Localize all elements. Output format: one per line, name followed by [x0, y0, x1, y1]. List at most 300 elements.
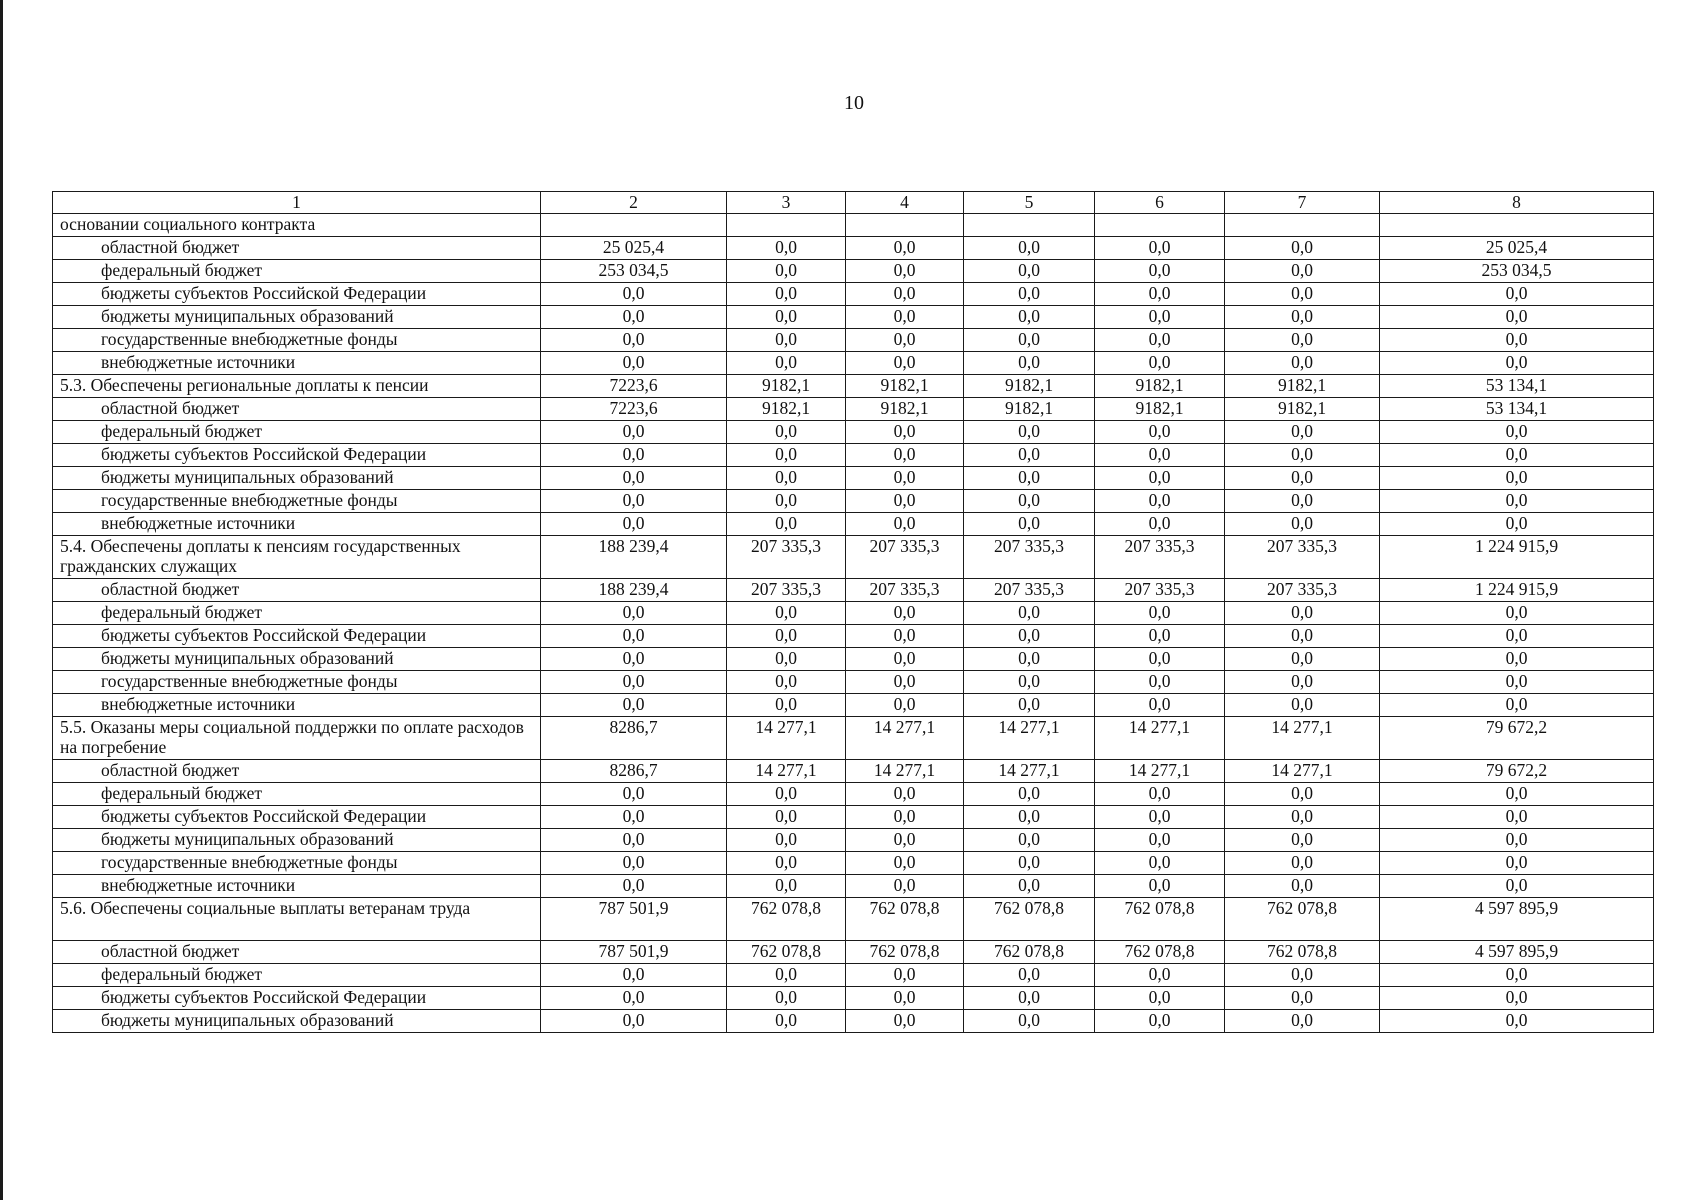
- value-cell: 762 078,8: [1225, 941, 1380, 964]
- value-cell: 0,0: [846, 283, 964, 306]
- section-label: 5.3. Обеспечены региональные доплаты к пенсии: [53, 375, 541, 398]
- value-cell: 0,0: [846, 467, 964, 490]
- budget-source-label: областной бюджет: [53, 760, 541, 783]
- value-cell: 0,0: [846, 829, 964, 852]
- budget-source-row: [53, 941, 1654, 964]
- value-cell: 0,0: [1380, 602, 1654, 625]
- budget-source-label: областной бюджет: [53, 237, 541, 260]
- value-cell: 0,0: [1380, 1010, 1654, 1033]
- value-cell: [846, 214, 964, 237]
- budget-source-label: внебюджетные источники: [53, 694, 541, 717]
- value-cell: 0,0: [1095, 852, 1225, 875]
- value-cell: 0,0: [541, 671, 727, 694]
- value-cell: 0,0: [1380, 671, 1654, 694]
- budget-source-label: областной бюджет: [53, 941, 541, 964]
- value-cell: 0,0: [964, 783, 1095, 806]
- value-cell: 9182,1: [1225, 398, 1380, 421]
- value-cell: 0,0: [727, 513, 846, 536]
- value-cell: 0,0: [964, 421, 1095, 444]
- column-number-cell: 7: [1225, 192, 1380, 214]
- value-cell: 762 078,8: [964, 898, 1095, 941]
- value-cell: 0,0: [846, 602, 964, 625]
- value-cell: 0,0: [1095, 602, 1225, 625]
- value-cell: 0,0: [1380, 467, 1654, 490]
- value-cell: 253 034,5: [1380, 260, 1654, 283]
- budget-source-label: бюджеты субъектов Российской Федерации: [53, 987, 541, 1010]
- value-cell: 14 277,1: [846, 717, 964, 760]
- value-cell: 0,0: [727, 444, 846, 467]
- value-cell: 4 597 895,9: [1380, 898, 1654, 941]
- value-cell: 0,0: [1225, 260, 1380, 283]
- value-cell: 0,0: [964, 987, 1095, 1010]
- budget-source-label: государственные внебюджетные фонды: [53, 329, 541, 352]
- value-cell: 0,0: [1225, 783, 1380, 806]
- value-cell: 0,0: [846, 987, 964, 1010]
- value-cell: 0,0: [727, 671, 846, 694]
- value-cell: 0,0: [964, 237, 1095, 260]
- value-cell: 0,0: [964, 513, 1095, 536]
- value-cell: 14 277,1: [727, 717, 846, 760]
- value-cell: 1 224 915,9: [1380, 536, 1654, 579]
- value-cell: 0,0: [846, 513, 964, 536]
- section-label: основании социального контракта: [53, 214, 541, 237]
- value-cell: 0,0: [727, 648, 846, 671]
- value-cell: 0,0: [541, 421, 727, 444]
- value-cell: 0,0: [964, 694, 1095, 717]
- budget-source-row: [53, 829, 1654, 852]
- value-cell: 0,0: [1380, 829, 1654, 852]
- budget-source-label: бюджеты субъектов Российской Федерации: [53, 283, 541, 306]
- value-cell: 207 335,3: [964, 579, 1095, 602]
- value-cell: 0,0: [964, 852, 1095, 875]
- value-cell: 0,0: [727, 1010, 846, 1033]
- value-cell: [1225, 214, 1380, 237]
- value-cell: 0,0: [1225, 329, 1380, 352]
- budget-source-row: [53, 964, 1654, 987]
- value-cell: 0,0: [846, 783, 964, 806]
- value-cell: 9182,1: [727, 398, 846, 421]
- value-cell: 0,0: [1225, 875, 1380, 898]
- value-cell: 0,0: [1225, 467, 1380, 490]
- value-cell: 0,0: [541, 964, 727, 987]
- value-cell: 0,0: [1380, 875, 1654, 898]
- value-cell: 0,0: [964, 1010, 1095, 1033]
- value-cell: 0,0: [1095, 1010, 1225, 1033]
- value-cell: 9182,1: [1095, 398, 1225, 421]
- value-cell: 0,0: [1095, 987, 1225, 1010]
- budget-source-label: областной бюджет: [53, 398, 541, 421]
- value-cell: 0,0: [1380, 987, 1654, 1010]
- budget-source-label: бюджеты муниципальных образований: [53, 467, 541, 490]
- value-cell: 0,0: [964, 490, 1095, 513]
- value-cell: 0,0: [727, 602, 846, 625]
- value-cell: 207 335,3: [846, 536, 964, 579]
- value-cell: 0,0: [541, 352, 727, 375]
- value-cell: 207 335,3: [1225, 536, 1380, 579]
- budget-source-label: федеральный бюджет: [53, 421, 541, 444]
- value-cell: 762 078,8: [727, 898, 846, 941]
- value-cell: 207 335,3: [964, 536, 1095, 579]
- value-cell: 0,0: [1095, 421, 1225, 444]
- value-cell: 0,0: [1095, 625, 1225, 648]
- value-cell: 207 335,3: [1225, 579, 1380, 602]
- value-cell: 0,0: [1095, 964, 1225, 987]
- value-cell: 0,0: [727, 237, 846, 260]
- value-cell: 0,0: [1225, 237, 1380, 260]
- value-cell: 0,0: [727, 467, 846, 490]
- value-cell: 7223,6: [541, 375, 727, 398]
- value-cell: 0,0: [1380, 421, 1654, 444]
- section-row: [53, 375, 1654, 398]
- value-cell: 0,0: [846, 490, 964, 513]
- budget-source-row: [53, 987, 1654, 1010]
- value-cell: 0,0: [1380, 352, 1654, 375]
- budget-source-label: государственные внебюджетные фонды: [53, 490, 541, 513]
- value-cell: 0,0: [846, 306, 964, 329]
- value-cell: 0,0: [1095, 283, 1225, 306]
- column-number-cell: 3: [727, 192, 846, 214]
- value-cell: 0,0: [1225, 852, 1380, 875]
- value-cell: 4 597 895,9: [1380, 941, 1654, 964]
- budget-source-label: федеральный бюджет: [53, 602, 541, 625]
- value-cell: 0,0: [846, 648, 964, 671]
- value-cell: 207 335,3: [727, 536, 846, 579]
- budget-source-label: бюджеты субъектов Российской Федерации: [53, 444, 541, 467]
- column-number-cell: 5: [964, 192, 1095, 214]
- value-cell: 207 335,3: [846, 579, 964, 602]
- value-cell: 0,0: [846, 694, 964, 717]
- budget-source-row: [53, 237, 1654, 260]
- column-number-cell: 2: [541, 192, 727, 214]
- value-cell: 0,0: [1095, 467, 1225, 490]
- value-cell: 0,0: [1380, 806, 1654, 829]
- value-cell: 0,0: [1095, 829, 1225, 852]
- budget-source-row: [53, 602, 1654, 625]
- value-cell: 0,0: [541, 329, 727, 352]
- value-cell: 0,0: [846, 421, 964, 444]
- value-cell: 14 277,1: [964, 760, 1095, 783]
- value-cell: [1380, 214, 1654, 237]
- value-cell: 0,0: [1380, 329, 1654, 352]
- budget-source-label: внебюджетные источники: [53, 875, 541, 898]
- budget-source-row: [53, 352, 1654, 375]
- budget-source-label: федеральный бюджет: [53, 783, 541, 806]
- value-cell: 14 277,1: [846, 760, 964, 783]
- value-cell: 0,0: [846, 875, 964, 898]
- value-cell: 0,0: [727, 421, 846, 444]
- value-cell: 762 078,8: [1095, 898, 1225, 941]
- value-cell: 7223,6: [541, 398, 727, 421]
- value-cell: [727, 214, 846, 237]
- value-cell: 0,0: [1225, 1010, 1380, 1033]
- value-cell: 0,0: [964, 829, 1095, 852]
- value-cell: 0,0: [727, 964, 846, 987]
- budget-source-row: [53, 648, 1654, 671]
- value-cell: 0,0: [727, 875, 846, 898]
- value-cell: 0,0: [541, 444, 727, 467]
- value-cell: 0,0: [1225, 444, 1380, 467]
- value-cell: 0,0: [1095, 444, 1225, 467]
- value-cell: 207 335,3: [727, 579, 846, 602]
- value-cell: 0,0: [1095, 306, 1225, 329]
- value-cell: 0,0: [727, 283, 846, 306]
- budget-table: [52, 191, 1654, 1033]
- value-cell: 207 335,3: [1095, 579, 1225, 602]
- value-cell: 9182,1: [846, 398, 964, 421]
- value-cell: 207 335,3: [1095, 536, 1225, 579]
- value-cell: 0,0: [1380, 625, 1654, 648]
- budget-source-row: [53, 875, 1654, 898]
- value-cell: 0,0: [1380, 513, 1654, 536]
- value-cell: 9182,1: [1095, 375, 1225, 398]
- value-cell: 762 078,8: [846, 941, 964, 964]
- value-cell: 0,0: [541, 625, 727, 648]
- value-cell: 0,0: [1225, 421, 1380, 444]
- value-cell: 0,0: [964, 329, 1095, 352]
- budget-source-label: федеральный бюджет: [53, 260, 541, 283]
- value-cell: 0,0: [1380, 783, 1654, 806]
- value-cell: 0,0: [541, 283, 727, 306]
- value-cell: 762 078,8: [964, 941, 1095, 964]
- value-cell: 0,0: [964, 648, 1095, 671]
- value-cell: 0,0: [1095, 513, 1225, 536]
- value-cell: 9182,1: [727, 375, 846, 398]
- value-cell: 0,0: [541, 875, 727, 898]
- value-cell: 0,0: [541, 467, 727, 490]
- value-cell: 0,0: [964, 671, 1095, 694]
- value-cell: 188 239,4: [541, 536, 727, 579]
- value-cell: 14 277,1: [1225, 717, 1380, 760]
- budget-source-label: внебюджетные источники: [53, 513, 541, 536]
- value-cell: 25 025,4: [541, 237, 727, 260]
- value-cell: 0,0: [846, 237, 964, 260]
- value-cell: 0,0: [727, 694, 846, 717]
- column-number-row: [53, 192, 1654, 214]
- value-cell: 188 239,4: [541, 579, 727, 602]
- value-cell: 0,0: [541, 602, 727, 625]
- value-cell: 0,0: [727, 352, 846, 375]
- value-cell: 0,0: [964, 283, 1095, 306]
- value-cell: 0,0: [1095, 783, 1225, 806]
- value-cell: 0,0: [541, 490, 727, 513]
- value-cell: 0,0: [1225, 625, 1380, 648]
- budget-source-label: государственные внебюджетные фонды: [53, 852, 541, 875]
- value-cell: 0,0: [541, 694, 727, 717]
- value-cell: 0,0: [727, 329, 846, 352]
- value-cell: 0,0: [1380, 444, 1654, 467]
- column-number-cell: 8: [1380, 192, 1654, 214]
- value-cell: 0,0: [964, 260, 1095, 283]
- value-cell: 0,0: [846, 1010, 964, 1033]
- value-cell: 0,0: [1380, 648, 1654, 671]
- value-cell: 0,0: [1095, 352, 1225, 375]
- value-cell: 0,0: [964, 964, 1095, 987]
- value-cell: 0,0: [727, 306, 846, 329]
- budget-source-label: государственные внебюджетные фонды: [53, 671, 541, 694]
- value-cell: 53 134,1: [1380, 398, 1654, 421]
- section-label: 5.4. Обеспечены доплаты к пенсиям государственных гражданских служащих: [53, 536, 541, 579]
- value-cell: 0,0: [727, 490, 846, 513]
- budget-source-label: бюджеты субъектов Российской Федерации: [53, 625, 541, 648]
- value-cell: 0,0: [1380, 490, 1654, 513]
- value-cell: 0,0: [541, 783, 727, 806]
- value-cell: 0,0: [1095, 237, 1225, 260]
- value-cell: 9182,1: [964, 375, 1095, 398]
- budget-source-row: [53, 260, 1654, 283]
- column-number-cell: 1: [53, 192, 541, 214]
- value-cell: 0,0: [1095, 490, 1225, 513]
- value-cell: 0,0: [1225, 352, 1380, 375]
- value-cell: 0,0: [727, 625, 846, 648]
- value-cell: 8286,7: [541, 717, 727, 760]
- budget-source-row: [53, 806, 1654, 829]
- value-cell: 0,0: [846, 444, 964, 467]
- section-label: 5.6. Обеспечены социальные выплаты ветеранам труда: [53, 898, 541, 941]
- budget-source-row: [53, 852, 1654, 875]
- value-cell: 0,0: [964, 625, 1095, 648]
- value-cell: 0,0: [1225, 602, 1380, 625]
- value-cell: 14 277,1: [727, 760, 846, 783]
- value-cell: 0,0: [1095, 648, 1225, 671]
- budget-source-row: [53, 283, 1654, 306]
- value-cell: 1 224 915,9: [1380, 579, 1654, 602]
- budget-source-row: [53, 694, 1654, 717]
- budget-source-row: [53, 1010, 1654, 1033]
- value-cell: 0,0: [1095, 875, 1225, 898]
- budget-source-row: [53, 444, 1654, 467]
- budget-source-row: [53, 467, 1654, 490]
- value-cell: 0,0: [541, 829, 727, 852]
- value-cell: 0,0: [1095, 329, 1225, 352]
- value-cell: 79 672,2: [1380, 717, 1654, 760]
- budget-source-row: [53, 398, 1654, 421]
- value-cell: 0,0: [541, 1010, 727, 1033]
- value-cell: 787 501,9: [541, 941, 727, 964]
- value-cell: 0,0: [1380, 694, 1654, 717]
- budget-source-row: [53, 490, 1654, 513]
- budget-source-label: областной бюджет: [53, 579, 541, 602]
- value-cell: 0,0: [846, 260, 964, 283]
- value-cell: 0,0: [727, 783, 846, 806]
- value-cell: 0,0: [964, 467, 1095, 490]
- value-cell: 0,0: [1095, 260, 1225, 283]
- value-cell: 0,0: [964, 806, 1095, 829]
- value-cell: 0,0: [1225, 490, 1380, 513]
- budget-source-label: бюджеты муниципальных образований: [53, 306, 541, 329]
- value-cell: 0,0: [541, 987, 727, 1010]
- budget-source-label: бюджеты субъектов Российской Федерации: [53, 806, 541, 829]
- value-cell: 0,0: [1225, 964, 1380, 987]
- section-row: [53, 898, 1654, 941]
- value-cell: 0,0: [1225, 648, 1380, 671]
- value-cell: 0,0: [846, 852, 964, 875]
- value-cell: 0,0: [541, 806, 727, 829]
- page-number: 10: [844, 92, 864, 114]
- budget-source-row: [53, 760, 1654, 783]
- value-cell: 0,0: [1095, 671, 1225, 694]
- column-number-cell: 4: [846, 192, 964, 214]
- value-cell: 0,0: [1225, 987, 1380, 1010]
- value-cell: 0,0: [727, 829, 846, 852]
- value-cell: 14 277,1: [1095, 717, 1225, 760]
- value-cell: 0,0: [1225, 694, 1380, 717]
- scan-left-edge: [0, 0, 3, 1200]
- section-row: [53, 717, 1654, 760]
- budget-source-row: [53, 671, 1654, 694]
- value-cell: 0,0: [1380, 283, 1654, 306]
- value-cell: 0,0: [1380, 964, 1654, 987]
- section-label: 5.5. Оказаны меры социальной поддержки по оплате расходов на погребение: [53, 717, 541, 760]
- budget-source-row: [53, 306, 1654, 329]
- value-cell: [964, 214, 1095, 237]
- value-cell: 0,0: [541, 306, 727, 329]
- value-cell: 0,0: [1225, 806, 1380, 829]
- value-cell: 762 078,8: [1095, 941, 1225, 964]
- value-cell: [541, 214, 727, 237]
- budget-source-label: бюджеты муниципальных образований: [53, 1010, 541, 1033]
- value-cell: 79 672,2: [1380, 760, 1654, 783]
- value-cell: 0,0: [541, 648, 727, 671]
- value-cell: 0,0: [846, 806, 964, 829]
- value-cell: 0,0: [1225, 671, 1380, 694]
- value-cell: 0,0: [1225, 283, 1380, 306]
- value-cell: 0,0: [1225, 306, 1380, 329]
- value-cell: [1095, 214, 1225, 237]
- value-cell: 0,0: [541, 513, 727, 536]
- value-cell: 14 277,1: [964, 717, 1095, 760]
- value-cell: 0,0: [964, 444, 1095, 467]
- value-cell: 0,0: [846, 352, 964, 375]
- value-cell: 0,0: [964, 602, 1095, 625]
- budget-source-label: федеральный бюджет: [53, 964, 541, 987]
- value-cell: 0,0: [1225, 513, 1380, 536]
- budget-source-row: [53, 329, 1654, 352]
- budget-source-row: [53, 783, 1654, 806]
- value-cell: 0,0: [1380, 306, 1654, 329]
- budget-source-row: [53, 513, 1654, 536]
- column-number-cell: 6: [1095, 192, 1225, 214]
- value-cell: 0,0: [727, 987, 846, 1010]
- value-cell: 0,0: [846, 625, 964, 648]
- budget-source-label: бюджеты муниципальных образований: [53, 829, 541, 852]
- value-cell: 0,0: [846, 671, 964, 694]
- value-cell: 25 025,4: [1380, 237, 1654, 260]
- value-cell: 0,0: [1095, 806, 1225, 829]
- value-cell: 14 277,1: [1225, 760, 1380, 783]
- value-cell: 0,0: [1225, 829, 1380, 852]
- value-cell: 0,0: [846, 964, 964, 987]
- budget-source-row: [53, 579, 1654, 602]
- value-cell: 253 034,5: [541, 260, 727, 283]
- value-cell: 0,0: [1095, 694, 1225, 717]
- value-cell: 14 277,1: [1095, 760, 1225, 783]
- table-body: [53, 192, 1654, 1033]
- section-row: [53, 536, 1654, 579]
- budget-source-row: [53, 625, 1654, 648]
- value-cell: 8286,7: [541, 760, 727, 783]
- value-cell: 9182,1: [846, 375, 964, 398]
- value-cell: 0,0: [1380, 852, 1654, 875]
- value-cell: 0,0: [964, 875, 1095, 898]
- budget-source-row: [53, 421, 1654, 444]
- section-row: [53, 214, 1654, 237]
- value-cell: 762 078,8: [846, 898, 964, 941]
- value-cell: 53 134,1: [1380, 375, 1654, 398]
- value-cell: 9182,1: [1225, 375, 1380, 398]
- value-cell: 0,0: [727, 852, 846, 875]
- value-cell: 787 501,9: [541, 898, 727, 941]
- value-cell: 0,0: [541, 852, 727, 875]
